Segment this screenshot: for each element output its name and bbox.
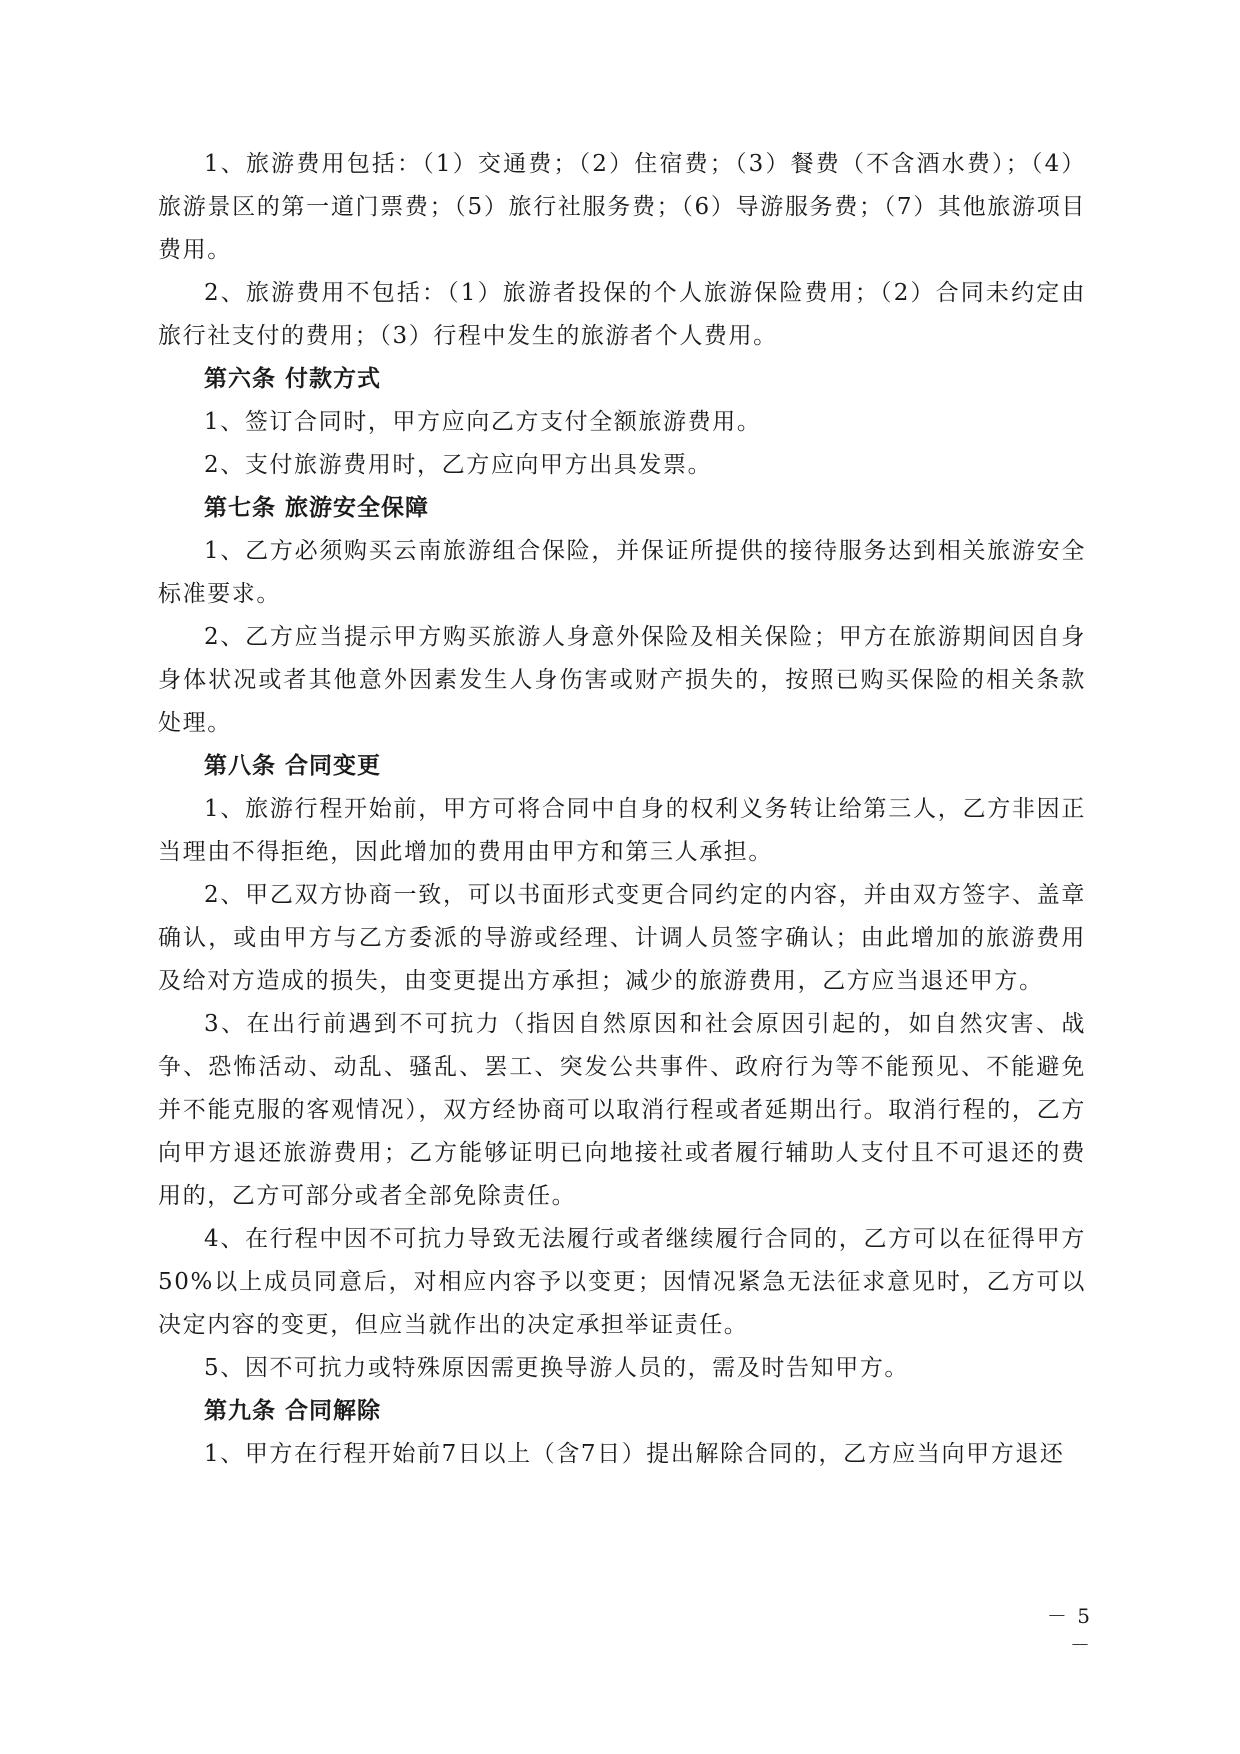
paragraph-change-3: 3、在出行前遇到不可抗力（指因自然原因和社会原因引起的，如自然灾害、战争、恐怖活动、动乱、骚乱、罢工、突发公共事件、政府行为等不能预见、不能避免并不能克服的客观情况），双方经协商可以取消行程或者延期出行。取消行程的，乙方向甲方退还旅游费用；乙方能够证明已向地接社或者履行辅助人支付且不可退还的费用的，乙方可部分或者全部免除责任。 xyxy=(158,1011,1086,1209)
paragraph-termination-1: 1、甲方在行程开始前7日以上（含7日）提出解除合同的，乙方应当向甲方退还 xyxy=(204,1441,1065,1467)
heading-article-7: 第七条 旅游安全保障 xyxy=(204,495,430,521)
paragraph-change-1: 1、旅游行程开始前，甲方可将合同中自身的权利义务转让给第三人，乙方非因正当理由不得拒绝，因此增加的费用由甲方和第三人承担。 xyxy=(158,796,1086,865)
paragraph-change-2: 2、甲乙双方协商一致，可以书面形式变更合同约定的内容，并由双方签字、盖章确认，或由甲方与乙方委派的导游或经理、计调人员签字确认；由此增加的旅游费用及给对方造成的损失，由变更提出方承担；减少的旅游费用，乙方应当退还甲方。 xyxy=(158,882,1086,994)
heading-article-8: 第八条 合同变更 xyxy=(204,753,382,779)
paragraph-fee-excluded: 2、旅游费用不包括：（1）旅游者投保的个人旅游保险费用；（2）合同未约定由旅行社支付的费用；（3）行程中发生的旅游者个人费用。 xyxy=(158,280,1086,349)
paragraph-change-5: 5、因不可抗力或特殊原因需更换导游人员的，需及时告知甲方。 xyxy=(204,1355,910,1381)
document-body xyxy=(158,143,1086,1476)
paragraph-payment-1: 1、签订合同时，甲方应向乙方支付全额旅游费用。 xyxy=(204,409,762,435)
paragraph-fee-included: 1、旅游费用包括：（1）交通费；（2）住宿费；（3）餐费（不含酒水费）；（4）旅游景区的第一道门票费；（5）旅行社服务费；（6）导游服务费；（7）其他旅游项目费用。 xyxy=(158,151,1086,263)
page-number: － 5 － xyxy=(1046,1604,1092,1657)
paragraph-safety-1: 1、乙方必须购买云南旅游组合保险，并保证所提供的接待服务达到相关旅游安全标准要求。 xyxy=(158,538,1086,607)
heading-article-6: 第六条 付款方式 xyxy=(204,366,382,392)
paragraph-payment-2: 2、支付旅游费用时，乙方应向甲方出具发票。 xyxy=(204,452,713,478)
heading-article-9: 第九条 合同解除 xyxy=(204,1398,382,1424)
paragraph-safety-2: 2、乙方应当提示甲方购买旅游人身意外保险及相关保险；甲方在旅游期间因自身身体状况或者其他意外因素发生人身伤害或财产损失的，按照已购买保险的相关条款处理。 xyxy=(158,624,1086,736)
paragraph-change-4: 4、在行程中因不可抗力导致无法履行或者继续履行合同的，乙方可以在征得甲方50%以上成员同意后，对相应内容予以变更；因情况紧急无法征求意见时，乙方可以决定内容的变更，但应当就作出的决定承担举证责任。 xyxy=(158,1226,1086,1338)
